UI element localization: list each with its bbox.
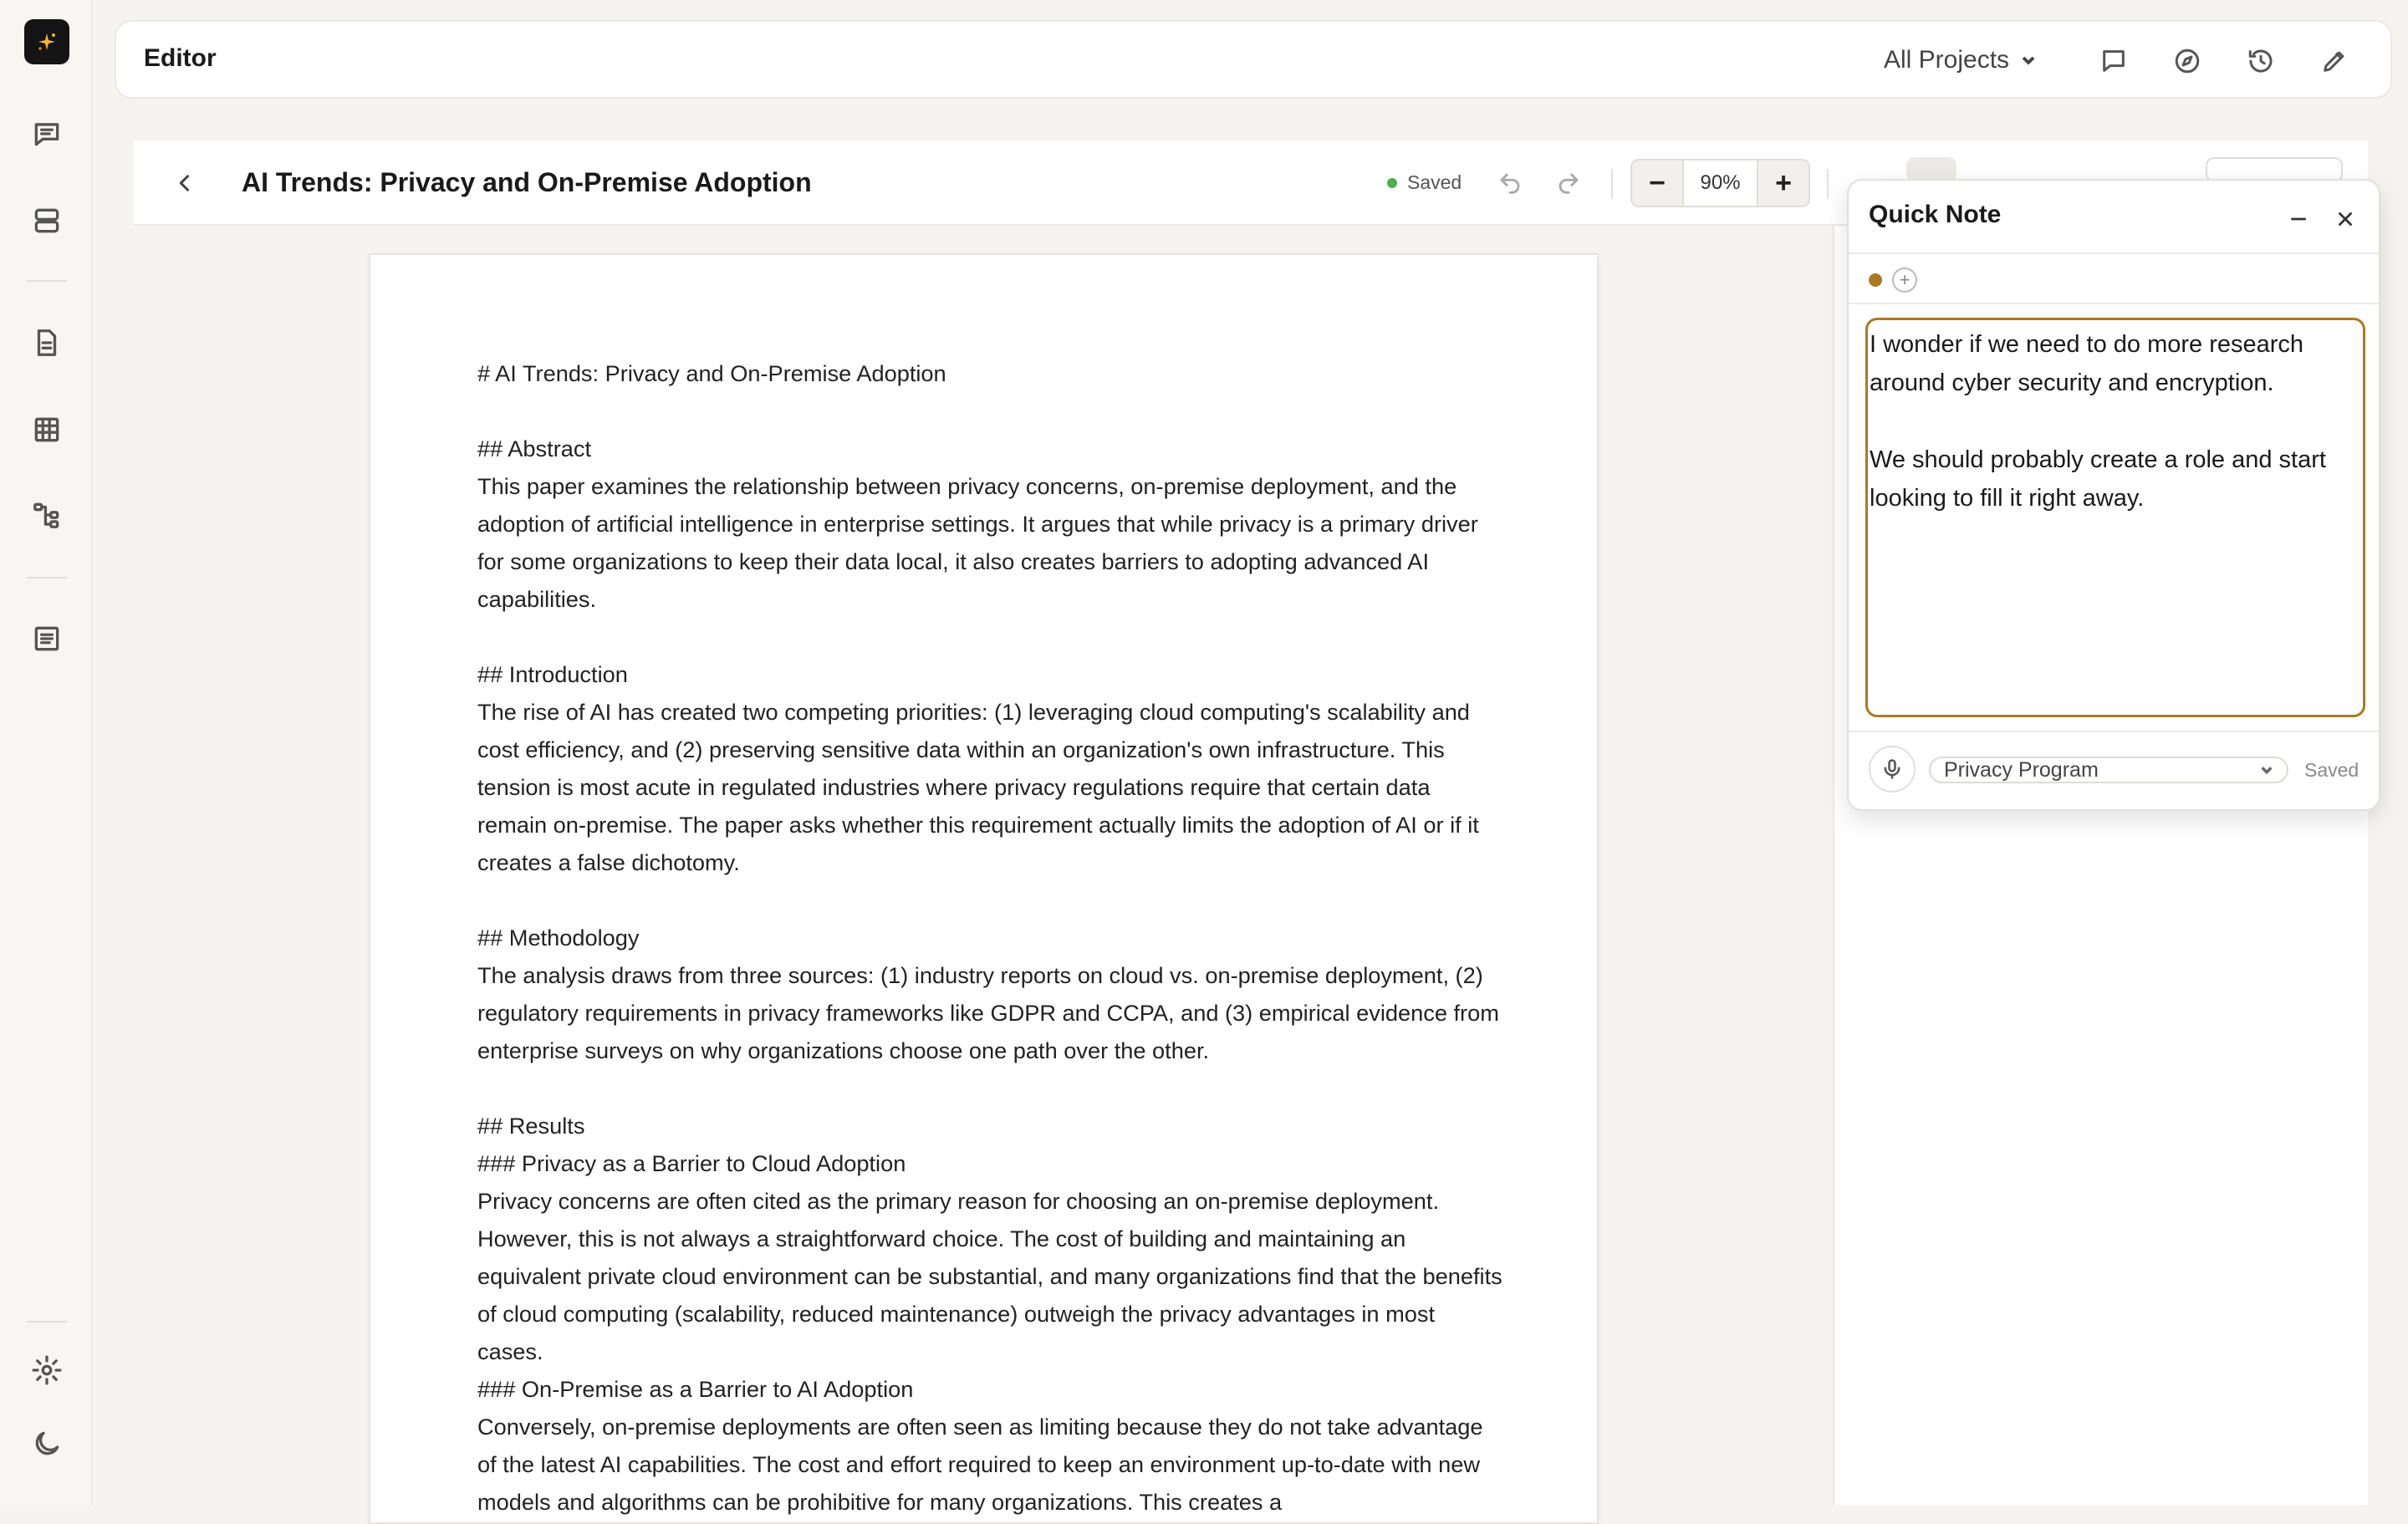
note-color-swatch[interactable] bbox=[1869, 273, 1882, 287]
top-bar bbox=[115, 20, 2392, 99]
minimize-icon bbox=[2288, 208, 2309, 230]
divider bbox=[1849, 731, 2379, 732]
quick-note-textarea[interactable]: I wonder if we need to do more research around cyber security and encryption. We should probably create a role and start looking to fill it right away. bbox=[1865, 318, 2365, 717]
blank-line bbox=[477, 1069, 1506, 1107]
moon-icon[interactable] bbox=[28, 1425, 65, 1462]
quick-note-status: Saved bbox=[2304, 759, 2360, 781]
voice-input-button[interactable] bbox=[1869, 746, 1916, 793]
zoom-control bbox=[1630, 159, 1810, 207]
blank-line bbox=[477, 618, 1506, 655]
project-selector-label: All Projects bbox=[1884, 46, 2010, 74]
rail-divider bbox=[27, 1321, 67, 1323]
app-title: Editor bbox=[144, 44, 217, 72]
add-tag-button[interactable]: + bbox=[1892, 268, 1917, 293]
undo-button[interactable] bbox=[1494, 167, 1526, 199]
subsection-heading: ### Privacy as a Barrier to Cloud Adoption bbox=[477, 1150, 906, 1176]
rail-divider bbox=[27, 577, 67, 579]
back-button[interactable] bbox=[167, 166, 202, 201]
blank-line bbox=[477, 392, 1506, 430]
paragraph: The rise of AI has created two competing priorities: (1) leveraging cloud computing's scalability and cost efficiency, and (2) preserving sensitive data within an organization's own infrastructure. This tension is most acute in regulated industries where privacy regulations require that certain data remain on-premise. The paper asks whether this requirement actually limits the adoption of AI or if it creates a false dichotomy. bbox=[477, 699, 1479, 875]
rail-divider bbox=[27, 280, 67, 282]
document-icon[interactable] bbox=[28, 324, 65, 361]
zoom-in-button[interactable]: + bbox=[1758, 161, 1809, 206]
chevron-left-icon bbox=[173, 171, 196, 195]
divider bbox=[1849, 303, 2379, 304]
chevron-down-icon bbox=[2021, 53, 2036, 68]
undo-icon bbox=[1497, 171, 1523, 196]
database-icon[interactable] bbox=[28, 202, 65, 239]
paragraph: Privacy concerns are often cited as the primary reason for choosing an on-premise deployment. However, this is not always a straightforward choice. The cost of building and maintaining an equivalent private cloud environment can be substantial, and many organizations find that the benefits of cloud computing (scalability, reduced maintenance) outweigh the privacy advantages in most cases. bbox=[477, 1188, 1502, 1364]
quick-note-title: Quick Note bbox=[1869, 201, 2002, 228]
close-icon bbox=[2334, 208, 2356, 230]
document-title: AI Trends: Privacy and On-Premise Adoption bbox=[242, 167, 812, 197]
zoom-out-button[interactable]: − bbox=[1632, 161, 1682, 206]
zoom-level: 90% bbox=[1682, 161, 1758, 206]
divider bbox=[1849, 252, 2379, 254]
redo-icon bbox=[1556, 171, 1581, 196]
document-page[interactable] bbox=[369, 253, 1599, 1524]
quick-note-panel bbox=[1847, 179, 2380, 811]
notes-icon[interactable] bbox=[28, 620, 65, 657]
pen-icon[interactable] bbox=[2315, 42, 2354, 80]
left-rail bbox=[0, 0, 93, 1505]
paragraph: Conversely, on-premise deployments are often seen as limiting because they do not take advantage of the latest AI capabilities. The cost and effort required to keep an environment up-to-date with new models and algorithms can be prohibitive for many organizations. This creates a bbox=[477, 1414, 1483, 1515]
message-icon[interactable] bbox=[2094, 42, 2133, 80]
redo-button[interactable] bbox=[1553, 167, 1584, 199]
minimize-button[interactable] bbox=[2283, 204, 2314, 234]
section-heading: ## Introduction bbox=[477, 661, 628, 687]
paragraph: The analysis draws from three sources: (1) industry reports on cloud vs. on-premise deployment, (2) regulatory requirements in privacy frameworks like GDPR and CCPA, and (3) empirical evidence from enterprise surveys on why organizations choose one path over the other. bbox=[477, 962, 1499, 1063]
toolbar-divider bbox=[1827, 169, 1829, 199]
section-heading: ## Methodology bbox=[477, 925, 640, 951]
saved-status: Saved bbox=[1407, 171, 1462, 193]
table-icon[interactable] bbox=[28, 411, 65, 448]
app-logo[interactable] bbox=[24, 19, 69, 64]
blank-line bbox=[477, 881, 1506, 919]
project-select[interactable] bbox=[1929, 757, 2288, 783]
microphone-icon bbox=[1880, 757, 1904, 781]
close-button[interactable] bbox=[2330, 204, 2360, 234]
section-heading: ## Results bbox=[477, 1113, 585, 1139]
saved-status-dot bbox=[1387, 178, 1397, 188]
project-select-value: Privacy Program bbox=[1944, 757, 2099, 782]
document-heading: # AI Trends: Privacy and On-Premise Adoption bbox=[477, 360, 946, 386]
subsection-heading: ### On-Premise as a Barrier to AI Adoption bbox=[477, 1376, 914, 1402]
history-icon[interactable] bbox=[2242, 42, 2280, 80]
chevron-down-icon bbox=[2260, 763, 2273, 777]
settings-icon[interactable] bbox=[28, 1352, 65, 1389]
workflow-icon[interactable] bbox=[28, 497, 65, 533]
project-selector[interactable] bbox=[1884, 46, 2036, 74]
toolbar-divider bbox=[1611, 169, 1613, 199]
chat-icon[interactable] bbox=[28, 115, 65, 152]
sparkle-icon bbox=[24, 19, 69, 64]
document-body[interactable] bbox=[477, 354, 1506, 1521]
compass-icon[interactable] bbox=[2168, 42, 2206, 80]
paragraph: This paper examines the relationship between privacy concerns, on-premise deployment, and the adoption of artificial intelligence in enterprise settings. It argues that while privacy is a primary driver for some organizations to keep their data local, it also creates barriers to adopting advanced AI capabilities. bbox=[477, 473, 1478, 612]
section-heading: ## Abstract bbox=[477, 436, 592, 461]
